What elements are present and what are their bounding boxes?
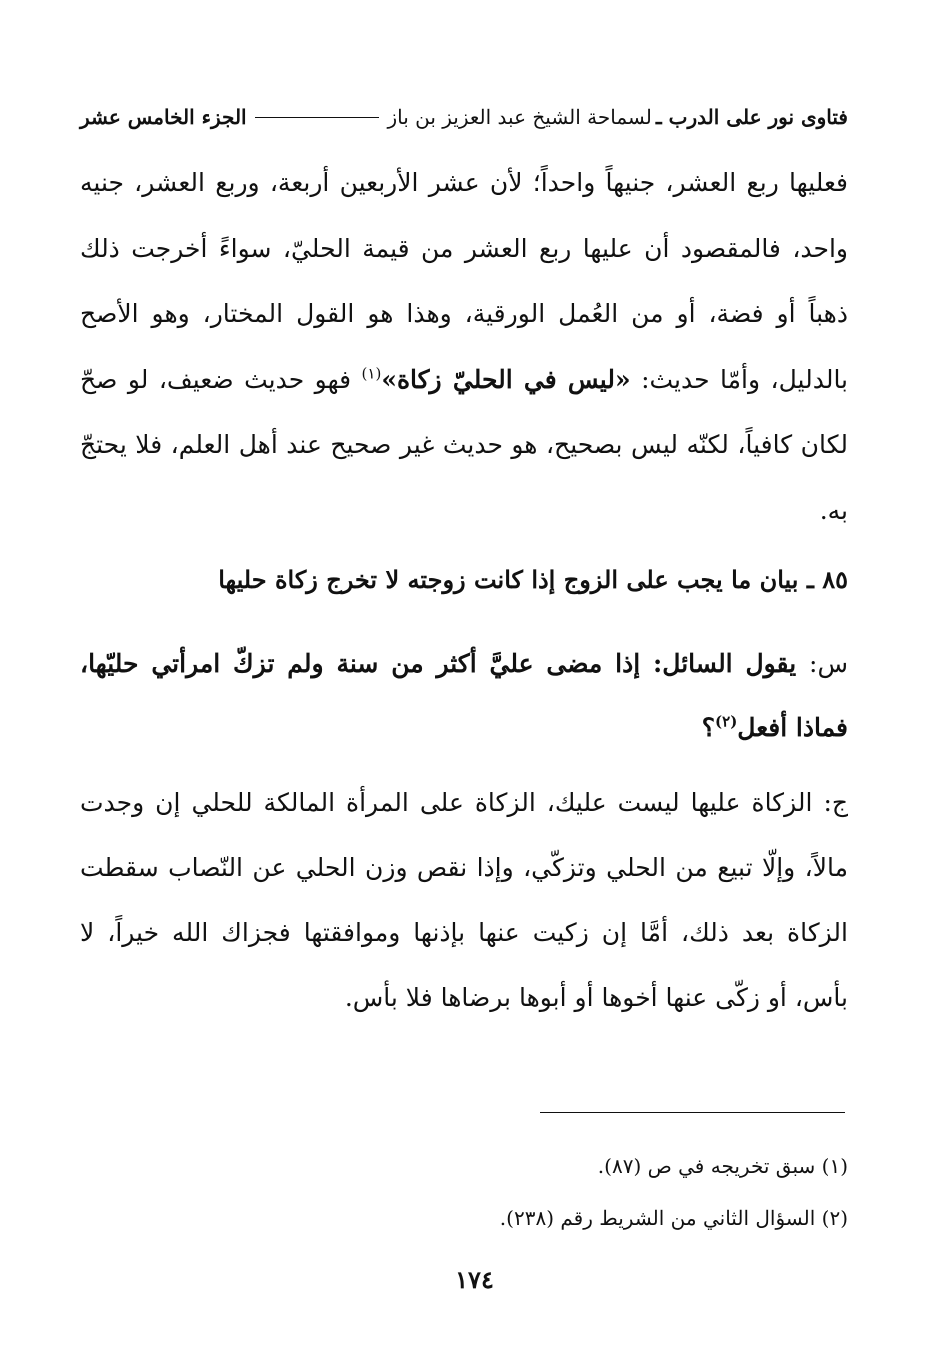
footnote-1: (١) سبق تخريجه في ص (٨٧).	[597, 1154, 848, 1178]
question-block	[80, 632, 848, 760]
page-number: ١٧٤	[455, 1265, 494, 1294]
section-title: ٨٥ ـ بيان ما يجب على الزوج إذا كانت زوجته لا تخرج زكاة حليها	[218, 565, 848, 594]
running-header	[80, 97, 848, 137]
footnote-ref-1: (١)	[361, 364, 382, 383]
question-mark: ؟	[701, 713, 716, 742]
body-paragraph	[80, 150, 848, 543]
answer-label: ج:	[823, 788, 848, 817]
question-text: يقول السائل: إذا مضى عليَّ أكثر من سنة ولم تزكّ امرأتي حليّها، فماذا أفعل	[80, 649, 848, 742]
answer-text: الزكاة عليها ليست عليك، الزكاة على المرأة المالكة للحلي إن وجدت مالاً، وإلّا تبيع من الحلي وتزكّي، وإذا نقص وزن الحلي عن النّصاب سقطت الزكاة بعد ذلك، أمَّا إن زكيت عنها بإذنها وموافقتها فجزاك الله خيراً، لا بأس، أو زكّى عنها أخوها أو أبوها برضاها فلا بأس.	[80, 788, 848, 1012]
paragraph-end: فهو حديث ضعيف، لو صحّ لكان كافياً، لكنّه ليس بصحيح، هو حديث غير صحيح عند أهل العلم، فلا يحتجّ به.	[80, 364, 848, 525]
question-label: س:	[809, 649, 848, 678]
volume-part: الجزء الخامس عشر	[80, 105, 247, 129]
answer-block	[80, 770, 848, 1030]
footnote-ref-2: (٢)	[715, 712, 738, 731]
footnote-2: (٢) السؤال الثاني من الشريط رقم (٢٣٨).	[499, 1206, 848, 1230]
book-title: فتاوى نور على الدرب ـ	[655, 105, 848, 129]
header-rule	[255, 117, 380, 118]
paragraph-main: فعليها ربع العشر، جنيهاً واحداً؛ لأن عشر الأربعين أربعة، وربع العشر، جنيه واحد، فالمقصود أن عليها ربع العشر من قيمة الحليّ، سواءً أخرجت ذلك ذهباً أو فضة، أو من العُمل الورقية، وهذا هو القول المختار، وهو الأصح بالدليل، وأمّا حديث:	[80, 168, 849, 394]
author-name: لسماحة الشيخ عبد العزيز بن باز	[387, 105, 652, 129]
paragraph	[80, 150, 848, 543]
footnotes	[80, 1140, 848, 1244]
hadith-quote: «ليس في الحليّ زكاة»	[381, 364, 631, 394]
footnote-separator	[540, 1112, 845, 1113]
